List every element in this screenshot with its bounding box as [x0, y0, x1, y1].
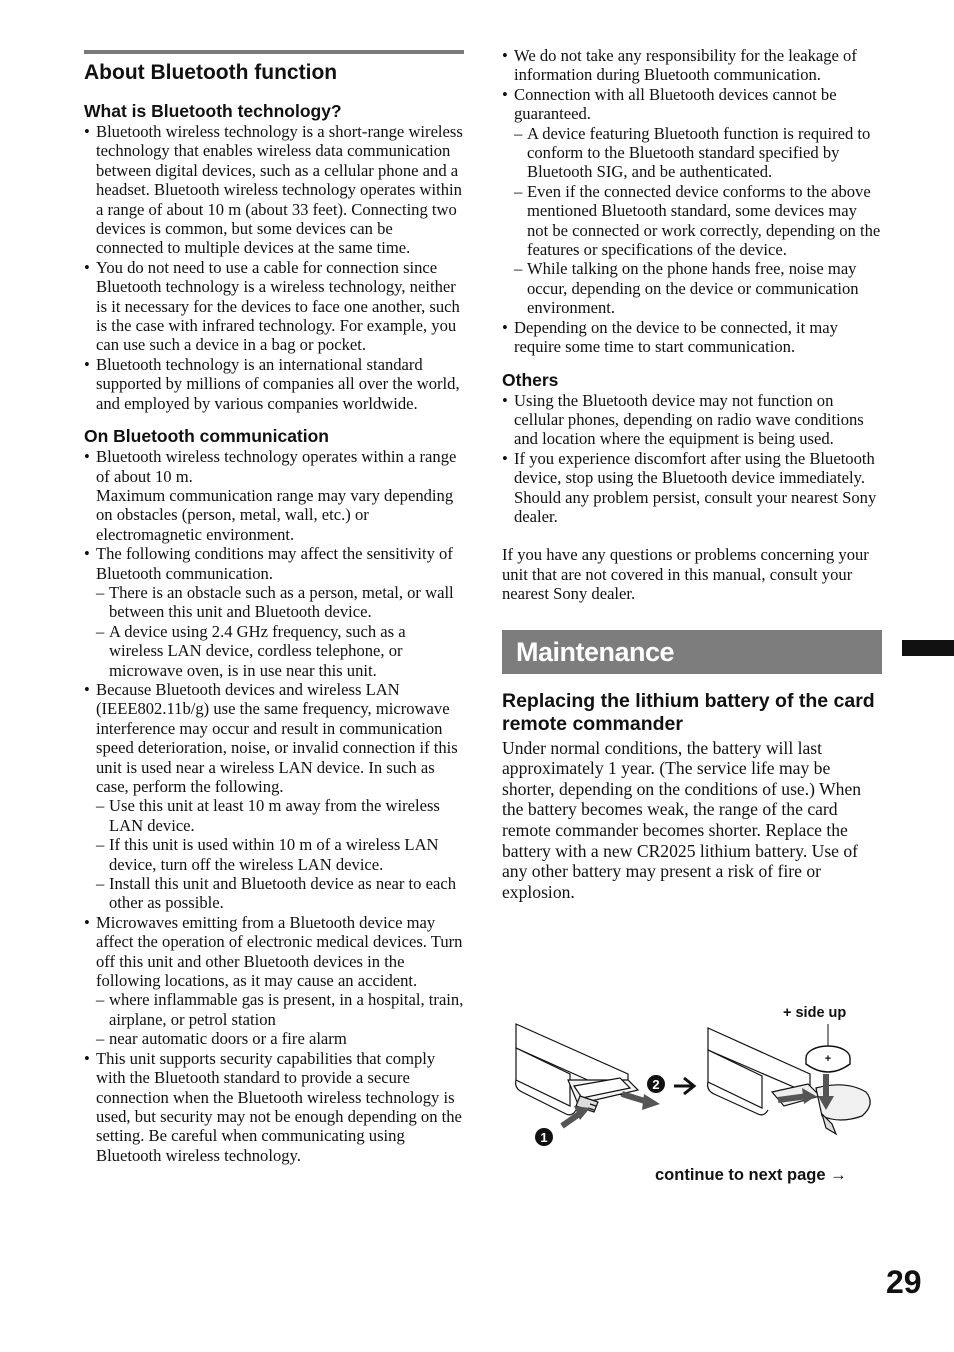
list-item: • Bluetooth wireless technology is a short-range wireless technology that enables wireless data communication between digital devices, such as a cellular phone and a headset. Bluetooth wireless technology operates within a range of about 10 m (about 33 feet). Connecting two devices is common, but some devices can be connected to multiple devices at the same time.	[84, 122, 463, 258]
left-column	[84, 50, 464, 1165]
page-number: 29	[886, 1264, 922, 1300]
sub-list-item: – There is an obstacle such as a person, metal, or wall between this unit and Bluetooth device.	[96, 582, 454, 622]
sub-list-item: – where inflammable gas is present, in a hospital, train, airplane, or petrol station	[96, 990, 464, 1029]
remote-commander-right	[708, 1028, 820, 1115]
list-item: • Connection with all Bluetooth devices cannot be guaranteed. – A device featuring Bluetooth function is required to conform to the Bluetooth standard specified by Bluetooth SIG, and be authenticated. – Even if the connected device conforms to the above mentioned Bluetooth standard, some devices may not be connected or work correctly, depending on the features or specifications of the device. – While talking on the phone hands free, noise may occur, depending on the device or communication environment.	[502, 84, 881, 318]
section-side-tab	[902, 640, 954, 656]
remote-commander-left	[516, 1024, 638, 1115]
svg-text:2: 2	[652, 1077, 660, 1092]
list-item: • This unit supports security capabilities that comply with the Bluetooth standard to provide a secure connection when the Bluetooth wireless technology is used, but security may not be enough depending on the setting. Be careful when communicating using Bluetooth wireless technology.	[84, 1048, 462, 1165]
list-item: • The following conditions may affect the sensitivity of Bluetooth communication. – There is an obstacle such as a person, metal, or wall between this unit and Bluetooth device. – A device using 2.4 GHz frequency, such as a wireless LAN device, cordless telephone, or microwave oven, is in use near this unit.	[84, 544, 464, 680]
sub-list-item: – If this unit is used within 10 m of a wireless LAN device, turn off the wireless LAN device.	[96, 835, 439, 874]
others-heading: Others	[502, 369, 559, 390]
battery-instructions: Under normal conditions, the battery will last approximately 1 year. (The service life may be shorter, depending on the conditions of use.) When the battery becomes weak, the range of the card remote commander becomes shorter. Replace the battery with a new CR2025 lithium battery. Use of any other battery may present a risk of fire or explosion.	[502, 737, 862, 902]
sub-list-item: – Use this unit at least 10 m away from the wireless LAN device.	[96, 796, 440, 835]
list-item: • Because Bluetooth devices and wireless LAN (IEEE802.11b/g) use the same frequency, microwave interference may occur and result in communication speed deterioration, noise, or invalid connection if this unit is used near a wireless LAN device. In such as case, perform the following. – Use this unit at least 10 m away from the wireless LAN device. – If this unit is used within 10 m of a wireless LAN device, turn off the wireless LAN device. – Install this unit and Bluetooth device as near to each other as possible.	[84, 680, 464, 913]
sub-list-item: – near automatic doors or a fire alarm	[96, 1029, 347, 1049]
what-is-bluetooth-heading: What is Bluetooth technology?	[84, 101, 342, 121]
list-item: • Depending on the device to be connected, it may require some time to start communication.	[502, 317, 838, 357]
sub-list-item: – Install this unit and Bluetooth device as near to each other as possible.	[96, 874, 456, 913]
lithium-battery	[806, 1024, 850, 1072]
maintenance-title-bar: Maintenance	[502, 630, 882, 674]
sub-list-item: – A device using 2.4 GHz frequency, such as a wireless LAN device, cordless telephone, or microwave oven, is in use near this unit.	[96, 621, 406, 680]
list-item: • We do not take any responsibility for the leakage of information during Bluetooth communication.	[502, 46, 857, 85]
svg-text:+: +	[824, 1053, 832, 1065]
side-up-label: + side up	[783, 1005, 847, 1021]
svg-text:1: 1	[540, 1130, 548, 1145]
sub-list-item: – A device featuring Bluetooth function is required to conform to the Bluetooth standard specified by Bluetooth SIG, and be authenticated.	[514, 123, 871, 182]
list-item: • Microwaves emitting from a Bluetooth device may affect the operation of electronic medical devices. Turn off this unit and other Bluetooth devices in the following locations, as it may cause an accident. – where inflammable gas is present, in a hospital, train, airplane, or petrol station – near automatic doors or a fire alarm	[84, 912, 464, 1049]
continue-to-next-page: continue to next page →	[655, 1166, 847, 1184]
battery-heading: Replacing the lithium battery of the card remote commander	[502, 689, 875, 735]
list-item: • If you experience discomfort after using the Bluetooth device, stop using the Bluetooth device immediately. Should any problem persist, consult your nearest Sony dealer.	[502, 448, 877, 526]
list-item: • Bluetooth technology is an international standard supported by millions of companies all over the world, and employed by various companies worldwide.	[84, 354, 460, 413]
right-column	[502, 46, 882, 902]
closing-paragraph: If you have any questions or problems concerning your unit that are not covered in this manual, consult your nearest Sony dealer.	[502, 545, 869, 604]
on-bluetooth-communication-heading: On Bluetooth communication	[84, 426, 329, 447]
list-item: • Bluetooth wireless technology operates within a range of about 10 m. Maximum communication range may vary depending on obstacles (person, metal, wall, etc.) or electromagnetic environment.	[84, 447, 457, 544]
next-step-arrow	[674, 1078, 694, 1094]
battery-replacement-illustration	[510, 1000, 890, 1150]
section-top-rule	[84, 50, 464, 54]
sub-list-item: – Even if the connected device conforms to the above mentioned Bluetooth standard, some devices may not be connected or work correctly, depending on the features or specifications of the device.	[514, 181, 881, 260]
list-item: • Using the Bluetooth device may not function on cellular phones, depending on radio wave conditions and location where the equipment is being used.	[502, 390, 864, 449]
sub-list-item: – While talking on the phone hands free, noise may occur, depending on the device or communication environment.	[514, 259, 859, 318]
list-item: • You do not need to use a cable for connection since Bluetooth technology is a wireless technology, neither is it necessary for the devices to face one another, such is the case with infrared technology. For example, you can use such a device in a bag or pocket.	[84, 257, 460, 355]
about-bluetooth-title: About Bluetooth function	[84, 61, 338, 84]
